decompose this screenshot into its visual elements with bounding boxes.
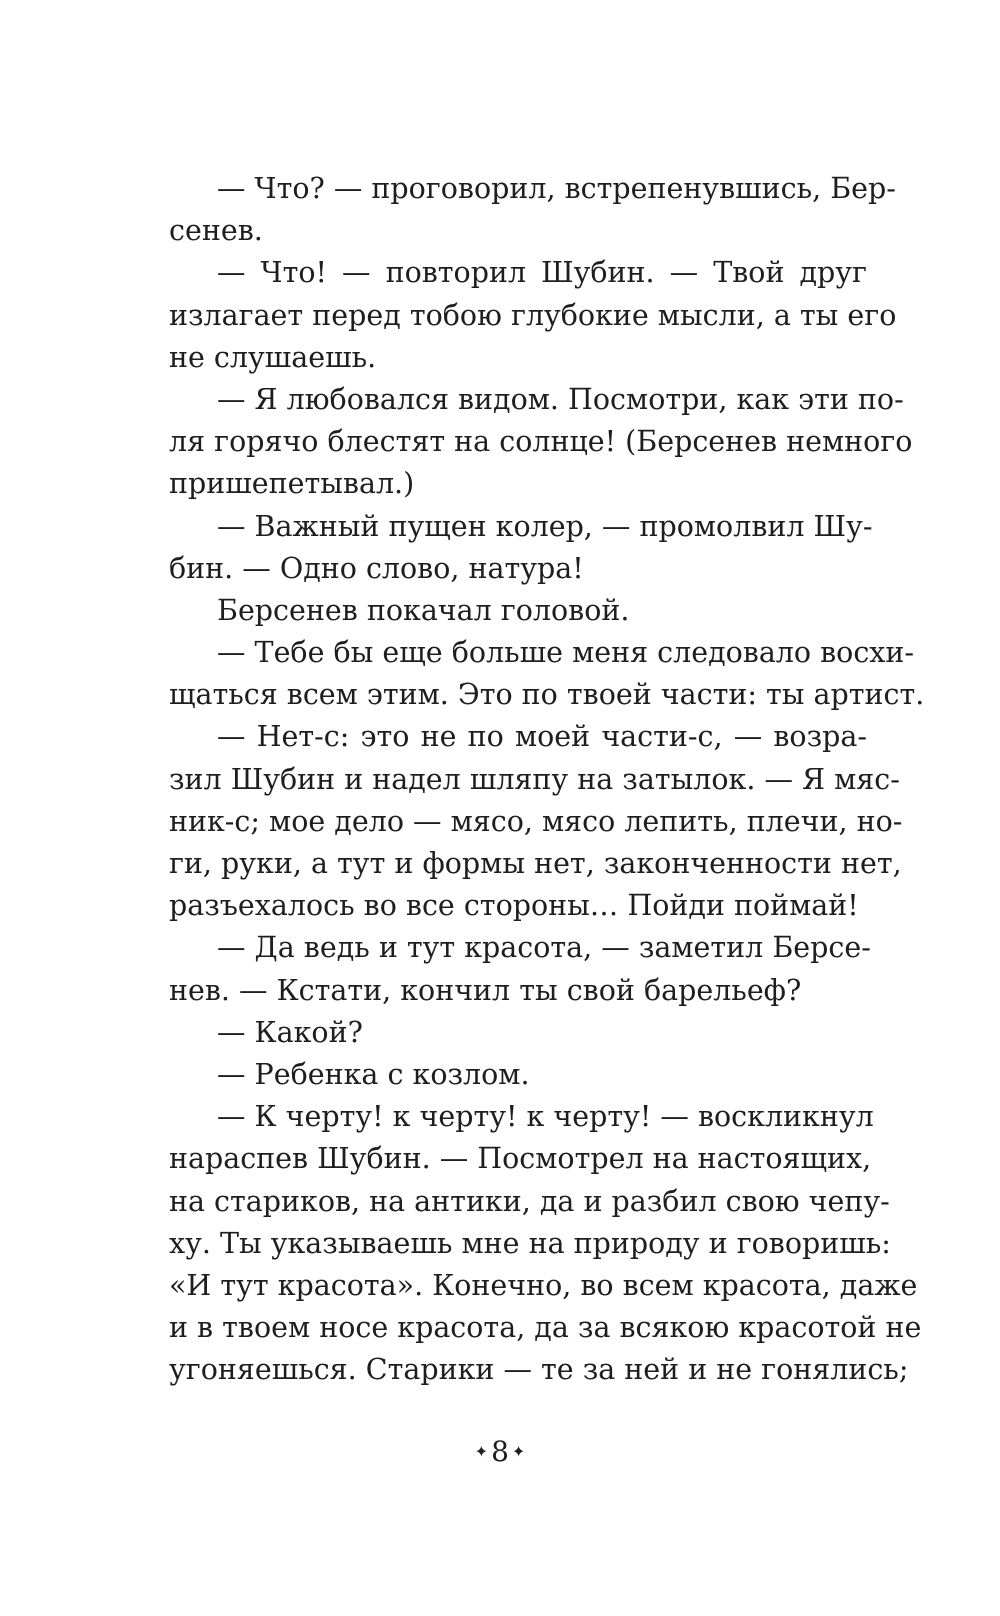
paragraph [169, 927, 871, 1011]
text-line: на стариков, на антики, да и разбил свою чепу- [169, 1184, 890, 1218]
text-line: — Нет-с: это не по моей части-с, — возра- [217, 720, 867, 754]
paragraph [169, 1054, 867, 1096]
body-text [169, 168, 925, 1391]
paragraph [169, 632, 925, 716]
paragraph [169, 716, 903, 927]
text-line: Берсенев покачал головой. [217, 593, 630, 627]
text-line: и в твоем носе красота, да за всякою красотой не [169, 1311, 922, 1345]
text-line: ник-с; мое дело — мясо, мясо лепить, плечи, но- [169, 804, 903, 838]
text-line: — Ребенка с козлом. [217, 1057, 530, 1091]
text-line: пришепетывал.) [169, 467, 415, 501]
text-line: ги, руки, а тут и формы нет, законченности нет, [169, 847, 902, 880]
text-line: разъехалось во все стороны… Пойди поймай! [169, 889, 859, 923]
text-line: — Что! — повторил Шубин. — Твой друг [217, 256, 867, 290]
text-line: излагает перед тобою глубокие мысли, а ты его [169, 298, 897, 332]
text-line: — Какой? [217, 1015, 363, 1049]
text-line: нараспев Шубин. — Посмотрел на настоящих, [169, 1142, 872, 1176]
page-number: 8 [491, 1435, 509, 1468]
text-line: зил Шубин и надел шляпу на затылок. — Я мяс- [169, 762, 900, 796]
text-line: — Что? — проговорил, встрепенувшись, Бер- [217, 172, 896, 205]
text-line: ху. Ты указываешь мне на природу и говоришь: [169, 1226, 891, 1260]
text-line: — Я любовался видом. Посмотри, как эти по- [217, 382, 904, 416]
text-line: щаться всем этим. Это по твоей части: ты артист. [169, 678, 925, 712]
paragraph [169, 590, 867, 632]
paragraph [169, 168, 896, 252]
text-line: не слушаешь. [169, 340, 377, 374]
left-ornament-icon: ✦ [474, 1442, 489, 1461]
text-line: — Тебе бы еще больше меня следовало восхи- [217, 636, 914, 670]
text-line: нев. — Кстати, кончил ты свой барельеф? [169, 973, 802, 1007]
paragraph [169, 1012, 867, 1054]
paragraph [169, 506, 873, 590]
paragraph [169, 379, 913, 506]
text-line: угоняешься. Старики — те за ней и не гонялись; [169, 1353, 909, 1387]
paragraph [169, 1096, 922, 1391]
text-line: — Важный пущен колер, — промолвил Шу- [217, 509, 873, 543]
page-number-footer [0, 1432, 1000, 1472]
text-line: «И тут красота». Конечно, во всем красота, даже [169, 1268, 918, 1302]
text-line: — Да ведь и тут красота, — заметил Берсе- [217, 931, 871, 965]
right-ornament-icon: ✦ [511, 1442, 526, 1461]
text-line: ля горячо блестят на солнце! (Берсенев немного [169, 425, 913, 459]
text-line: — К черту! к черту! к черту! — воскликнул [217, 1100, 874, 1134]
text-line: бин. — Одно слово, натура! [169, 551, 584, 585]
paragraph [169, 252, 897, 379]
text-line: сенев. [169, 214, 263, 248]
